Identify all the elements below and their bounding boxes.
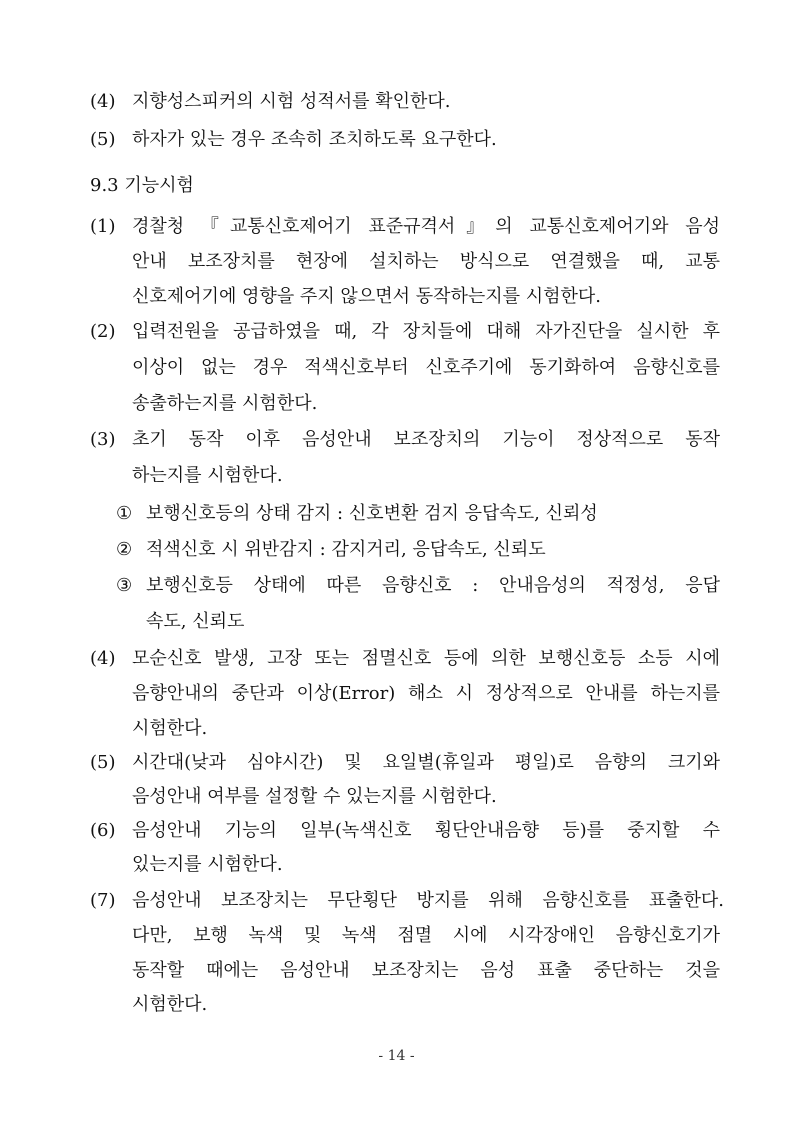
item-text: 시간대(낮과 심야시간) 및 요일별(휴일과 평일)로 음향의 크기와: [132, 752, 720, 773]
item-number: (7): [90, 890, 116, 911]
item-number: (5): [90, 752, 116, 773]
item-number: (6): [90, 820, 116, 841]
item-text: 지향성스피커의 시험 성적서를 확인한다.: [132, 91, 451, 112]
item-text: 모순신호 발생, 고장 또는 점멸신호 등에 의한 보행신호등 소등 시에: [132, 648, 720, 669]
item-text: 입력전원을 공급하였을 때, 각 장치들에 대해 자가진단을 실시한 후: [132, 321, 720, 342]
item-number: (2): [90, 321, 116, 342]
item-number: (4): [90, 648, 116, 669]
item-text: 초기 동작 이후 음성안내 보조장치의 기능이 정상적으로 동작: [132, 429, 720, 450]
item-number: (4): [90, 91, 116, 112]
item-number: (1): [90, 216, 116, 237]
circled-number: ①: [116, 503, 133, 524]
circled-number: ②: [116, 539, 133, 560]
page-number: - 14 -: [378, 1048, 415, 1064]
item-text: 경찰청 『교통신호제어기 표준규격서』의 교통신호제어기와 음성: [132, 216, 720, 237]
item-number: (3): [90, 429, 116, 450]
item-text: 하자가 있는 경우 조속히 조치하도록 요구한다.: [132, 129, 497, 150]
item-text: 음성안내 보조장치는 무단횡단 방지를 위해 음향신호를 표출한다.: [132, 890, 724, 911]
item-text: 음성안내 기능의 일부(녹색신호 횡단안내음향 등)를 중지할 수: [132, 820, 720, 841]
item-number: (5): [90, 129, 116, 150]
circled-number: ③: [116, 575, 133, 596]
